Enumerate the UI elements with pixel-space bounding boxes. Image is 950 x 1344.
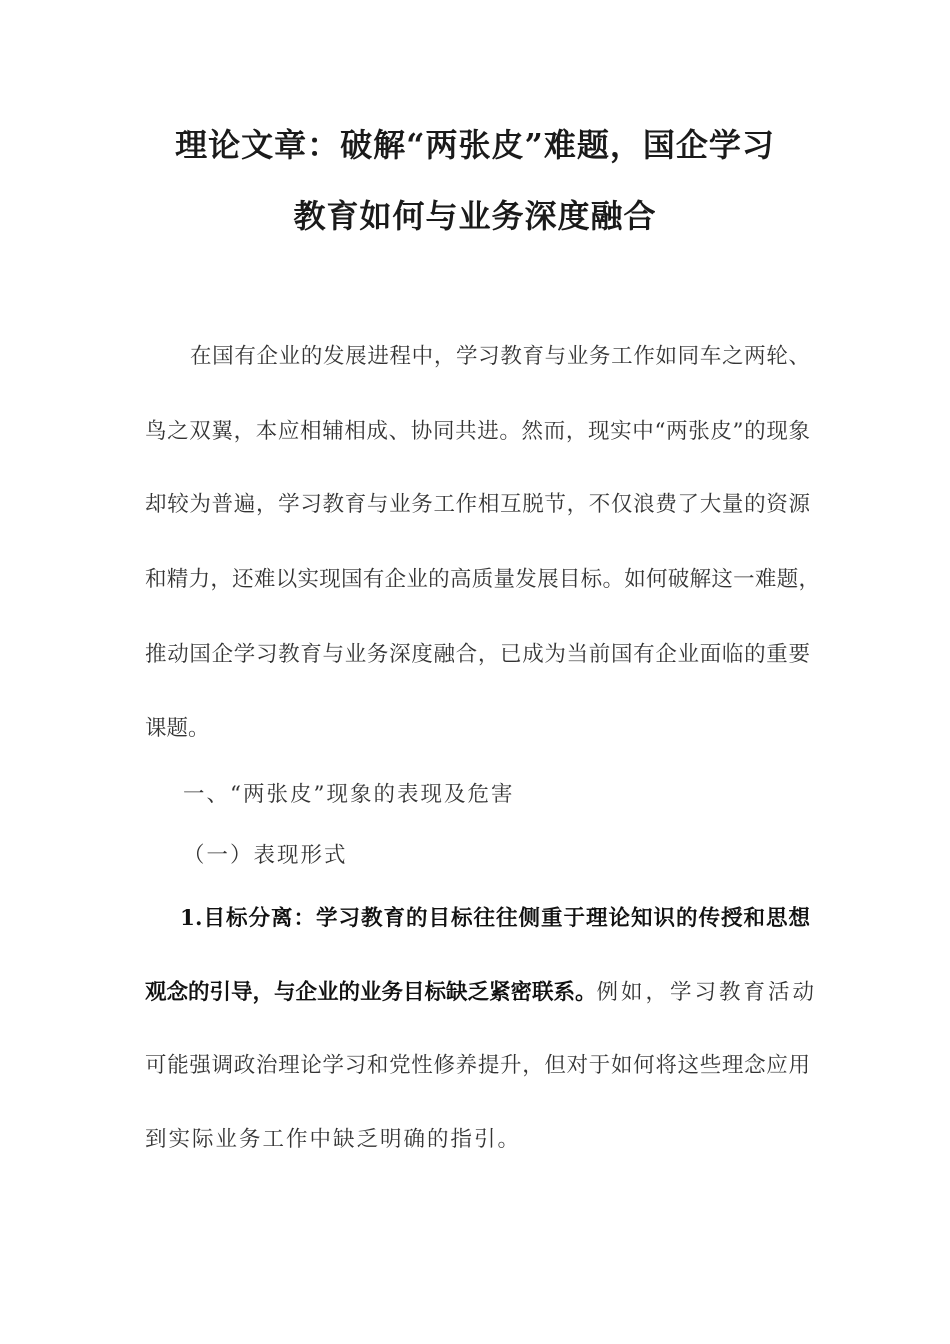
document-title-line-1: 理论文章：破解“两张皮”难题，国企学习 <box>175 126 775 164</box>
intro-paragraph-line: 却较为普遍，学习教育与业务工作相互脱节，不仅浪费了大量的资源 <box>145 492 810 517</box>
subsection-heading: （一）表现形式 <box>183 843 348 868</box>
section-heading: 一、“两张皮”现象的表现及危害 <box>183 782 515 807</box>
intro-paragraph-line: 鸟之双翼，本应相辅相成、协同共进。然而，现实中“两张皮”的现象 <box>145 419 810 444</box>
item-1-normal-text: 例如，学习教育活动 <box>596 980 818 1005</box>
intro-paragraph-line: 课题。 <box>145 716 210 741</box>
intro-paragraph-line: 和精力，还难以实现国有企业的高质量发展目标。如何破解这一难题， <box>145 567 820 592</box>
item-1-bold-text: 观念的引导，与企业的业务目标缺乏紧密联系。 <box>145 980 597 1005</box>
item-1-line-4: 到实际业务工作中缺乏明确的指引。 <box>145 1127 522 1152</box>
item-1-line-2 <box>145 978 818 1008</box>
intro-paragraph-line: 在国有企业的发展进程中，学习教育与业务工作如同车之两轮、 <box>190 344 810 369</box>
item-1-line-1: 1.目标分离：学习教育的目标往往侧重于理论知识的传授和思想 <box>180 906 810 931</box>
document-title-line-2: 教育如何与业务深度融合 <box>293 197 657 235</box>
intro-paragraph-line: 推动国企学习教育与业务深度融合，已成为当前国有企业面临的重要 <box>145 642 810 667</box>
item-1-line-3: 可能强调政治理论学习和党性修养提升，但对于如何将这些理念应用 <box>145 1053 810 1078</box>
